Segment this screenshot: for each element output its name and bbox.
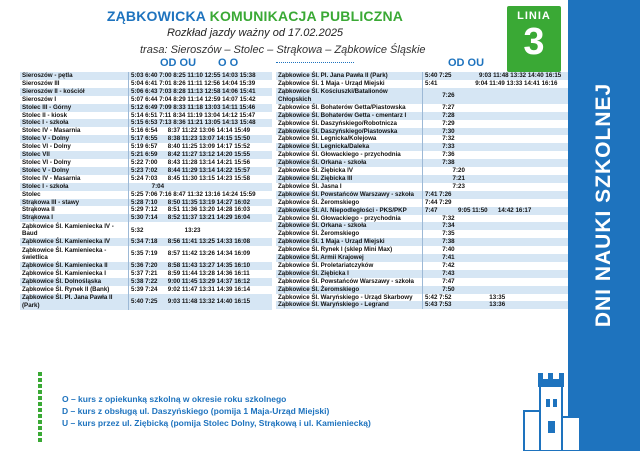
departure-times: 7:29 [423,120,569,128]
table-row [20,183,272,191]
table-row [20,191,272,199]
departure-times: 7:28 [423,112,569,120]
stop-name: Ząbkowice Śl. Powstańców Warszawy - szkoła [276,191,423,199]
table-row [276,278,568,286]
connector-line [276,62,354,64]
departure-times: 5:40 7:25 9:03 11:48 13:32 14:40 16:15 [129,294,273,310]
stop-name: Ząbkowice Śl. Głowackiego - przychodnia [276,151,423,159]
table-row [276,215,568,223]
table-row [20,286,272,294]
table-row [276,80,568,88]
departure-times: 7:40 [423,246,569,254]
stop-name: Ząbkowice Śl. Powstańców Warszawy - szkoła [276,278,423,286]
stop-name: Ząbkowice Śl. Rynek II (Bank) [20,286,129,294]
stop-name: Strąkowa I [20,214,129,222]
stop-name: Ząbkowice Śl. Bohaterów Getta - cmentarz I [276,112,423,120]
departure-times: 5:42 7:52 13:35 [423,294,569,302]
legend-item: O – kurs z opiekunką szkolną w okresie roku szkolnego [62,394,287,404]
stop-name: Ząbkowice Śl. Żeromskiego [276,230,423,238]
departure-times: 7:23 [423,183,569,191]
table-row [276,135,568,143]
title-part2: KOMUNIKACJA PUBLICZNA [209,8,404,24]
legend [62,393,371,429]
stop-name: Stolec V - Dolny [20,167,129,175]
departure-times: 5:35 7:19 8:57 11:42 13:26 14:34 16:09 [129,246,273,262]
departure-times: 5:28 7:10 8:50 11:35 13:19 14:27 16:02 [129,199,273,207]
departure-times: 5:22 7:00 8:43 11:28 13:14 14:21 15:56 [129,159,273,167]
legend-item: D – kurs z obsługą ul. Daszyńskiego (pomija 1 Maja-Urząd Miejski) [62,406,330,416]
departure-times: 7:33 [423,143,569,151]
stop-name: Ząbkowice Śl. Kamieniecka IV - Baud [20,222,129,238]
departure-times: 7:21 [423,175,569,183]
departure-times: 7:27 [423,104,569,112]
stop-name: Ząbkowice Śl. Orkana - szkoła [276,159,423,167]
stop-name: Stolec I - szkoła [20,183,129,191]
departure-times: 5:38 7:22 9:00 11:45 13:29 14:37 16:12 [129,278,273,286]
table-row [276,270,568,278]
table-row [20,222,272,238]
departure-times: 5:36 7:20 8:58 11:43 13:27 14:35 16:10 [129,262,273,270]
stop-name: Ząbkowice Śl. Daszyńskiego/Robotnicza [276,120,423,128]
stop-name: Sieroszów III [20,80,129,88]
stop-name: Stolec IV - Masarnia [20,127,129,135]
departure-times: 5:41 9:04 11:49 13:33 14:41 16:16 [423,80,569,88]
stop-name: Ząbkowice Śl. Waryńskiego - Urząd Skarbowy [276,294,423,302]
table-row [276,167,568,175]
departure-times: 7:34 [423,222,569,230]
table-row [20,88,272,96]
departure-times: 5:24 7:03 8:45 11:30 13:15 14:23 15:58 [129,175,273,183]
table-row [276,151,568,159]
departure-times: 5:16 6:54 8:37 11:22 13:06 14:14 15:49 [129,127,273,135]
table-row [20,96,272,104]
stop-name: Ząbkowice Śl. Waryńskiego - Legrand [276,301,423,309]
departure-times: 7:41 7:26 [423,191,569,199]
table-row [20,143,272,151]
table-row [20,246,272,262]
course-codes-left-1: OD OU [160,57,197,69]
line-badge-number: 3 [523,21,545,63]
table-row [20,119,272,127]
table-row [20,72,272,80]
departure-times: 5:17 6:55 8:38 11:23 13:07 14:15 15:50 [129,135,273,143]
stop-name: Stolec VII [20,151,129,159]
stop-name: Sieroszów - pętla [20,72,129,80]
stop-name: Stolec VI - Dolny [20,159,129,167]
table-row [20,278,272,286]
stop-name: Stolec [20,191,129,199]
table-row [276,262,568,270]
table-row [276,72,568,80]
departure-times: 7:44 7:29 [423,199,569,207]
table-row [20,199,272,207]
table-row [276,246,568,254]
table-row [276,238,568,246]
departure-times: 5:06 6:43 7:03 8:28 11:13 12:58 14:06 15:41 [129,88,273,96]
line-badge-label: LINIA [517,10,551,22]
table-row [20,167,272,175]
stop-name: Ząbkowice Śl. Kościuszki/Batalionów Chłopskich [276,88,423,104]
table-row [20,112,272,120]
departure-times: 5:07 6:44 7:04 8:29 11:14 12:59 14:07 15:42 [129,96,273,104]
stop-name: Stolec I - szkoła [20,119,129,127]
stop-name: Ząbkowice Śl. Kamieniecka II [20,262,129,270]
stop-name: Ząbkowice Śl. Kamieniecka - świetlica [20,246,129,262]
departure-times: 7:36 [423,151,569,159]
departure-times: 7:38 [423,159,569,167]
page-title [0,8,510,24]
departure-times: 5:21 6:59 8:42 11:27 13:12 14:20 15:55 [129,151,273,159]
table-row [276,175,568,183]
departure-times: 5:12 6:49 7:09 8:33 11:18 13:03 14:11 15:46 [129,104,273,112]
departure-times: 7:47 9:05 11:50 14:42 16:17 [423,207,569,215]
stop-name: Ząbkowice Śl. Daszyńskiego/Piastowska [276,128,423,136]
left-timetable [20,72,272,310]
table-row [276,159,568,167]
right-timetable [276,72,568,309]
table-row [276,183,568,191]
departure-times: 7:32 [423,135,569,143]
stop-name: Ząbkowice Śl. Pl. Jana Pawła II (Park) [276,72,423,80]
table-row [276,88,568,104]
stop-name: Strąkowa II [20,206,129,214]
legend-item: U – kurs przez ul. Ziębicką (pomija Stolec Dolny, Strąkową i ul. Kamieniecką) [62,418,371,428]
stop-name: Strąkowa III - stawy [20,199,129,207]
departure-times: 5:30 7:14 8:52 11:37 13:21 14:29 16:04 [129,214,273,222]
school-days-text: DNI NAUKI SZKOLNEJ [592,82,615,328]
table-row [276,230,568,238]
departure-times: 7:43 [423,270,569,278]
departure-times: 5:25 7:06 7:16 8:47 11:32 13:16 14:24 15:59 [129,191,273,199]
table-row [276,254,568,262]
stop-name: Ząbkowice Śl. Ziębicka IV [276,167,423,175]
departure-times: 5:32 13:23 [129,222,273,238]
departure-times: 7:30 [423,128,569,136]
stop-name: Ząbkowice Śl. Żeromskiego [276,286,423,294]
table-row [20,175,272,183]
departure-times: 7:35 [423,230,569,238]
table-row [20,238,272,246]
table-row [20,159,272,167]
departure-times: 5:19 6:57 8:40 11:25 13:09 14:17 15:52 [129,143,273,151]
table-row [20,270,272,278]
stop-name: Ząbkowice Śl. Głowackiego - przychodnia [276,215,423,223]
table-row [20,214,272,222]
departure-times: 7:50 [423,286,569,294]
stop-name: Ząbkowice Śl. Ziębicka I [276,270,423,278]
stop-name: Ząbkowice Śl. Ziębicka III [276,175,423,183]
stop-name: Ząbkowice Śl. Proletariatczyków [276,262,423,270]
route-description: trasa: Sieroszów – Stolec – Strąkowa – Ząbkowice Śląskie [140,44,426,56]
departure-times: 7:47 [423,278,569,286]
title-part1: ZĄBKOWICKA [106,8,206,24]
dotted-marker [38,370,44,451]
table-row [20,80,272,88]
table-row [20,127,272,135]
stop-name: Ząbkowice Śl. Pl. Jana Pawła II (Park) [20,294,129,310]
stop-name: Ząbkowice Śl. Legnicka/Kolejowa [276,135,423,143]
departure-times: 7:04 [129,183,273,191]
stop-name: Ząbkowice Śl. 1 Maja - Urząd Miejski [276,238,423,246]
table-row [276,301,568,309]
validity-subtitle: Rozkład jazdy ważny od 17.02.2025 [166,27,344,39]
departure-times: 5:34 7:18 8:56 11:41 13:25 14:33 16:08 [129,238,273,246]
departure-times: 5:14 6:51 7:11 8:34 11:19 13:04 14:12 15:47 [129,112,273,120]
stop-name: Ząbkowice Śl. Legnicka/Daleka [276,143,423,151]
stop-name: Ząbkowice Śl. Rynek I (sklep Mini Max) [276,246,423,254]
stop-name: Ząbkowice Śl. Armii Krajowej [276,254,423,262]
table-row [276,199,568,207]
line-badge [507,6,561,72]
stop-name: Ząbkowice Śl. Żeromskiego [276,199,423,207]
stop-name: Ząbkowice Śl. Al. Niepodległości - PKS/PKP [276,207,423,215]
stop-name: Stolec III - Górny [20,104,129,112]
departure-times: 7:42 [423,262,569,270]
departure-times: 5:43 7:53 13:36 [423,301,569,309]
departure-times: 5:29 7:12 8:51 11:36 13:20 14:28 16:03 [129,206,273,214]
table-row [276,286,568,294]
table-row [20,206,272,214]
table-row [20,294,272,310]
departure-times: 5:39 7:24 9:02 11:47 13:31 14:39 16:14 [129,286,273,294]
stop-name: Stolec II - kiosk [20,112,129,120]
departure-times: 7:41 [423,254,569,262]
table-row [276,104,568,112]
stop-name: Ząbkowice Śl. Bohaterów Getta/Piastowska [276,104,423,112]
table-row [276,143,568,151]
stop-name: Ząbkowice Śl. Kamieniecka IV [20,238,129,246]
table-row [20,151,272,159]
departure-times: 7:26 [423,88,569,104]
departure-times: 5:23 7:02 8:44 11:29 13:14 14:22 15:57 [129,167,273,175]
stop-name: Sieroszów II - kościół [20,88,129,96]
stop-name: Sieroszów I [20,96,129,104]
table-row [276,128,568,136]
table-row [276,222,568,230]
departure-times: 5:15 6:53 7:13 8:36 11:21 13:05 14:13 15:48 [129,119,273,127]
table-row [276,112,568,120]
stop-name: Ząbkowice Śl. Orkana - szkoła [276,222,423,230]
stop-name: Ząbkowice Śl. 1 Maja - Urząd Miejski [276,80,423,88]
course-codes-right: OD OU [448,57,485,69]
table-row [276,294,568,302]
stop-name: Stolec IV - Masarnia [20,175,129,183]
table-row [276,191,568,199]
departure-times: 5:37 7:21 8:59 11:44 13:28 14:36 16:11 [129,270,273,278]
departure-times: 5:03 6:40 7:00 8:25 11:10 12:55 14:03 15:38 [129,72,273,80]
departure-times: 7:32 [423,215,569,223]
table-row [276,207,568,215]
stop-name: Stolec VI - Dolny [20,143,129,151]
castle-icon [522,365,582,451]
departure-times: 7:38 [423,238,569,246]
stop-name: Ząbkowice Śl. Kamieniecka I [20,270,129,278]
course-codes-left-2: O O [218,57,239,69]
departure-times: 7:20 [423,167,569,175]
stop-name: Stolec V - Dolny [20,135,129,143]
table-row [20,104,272,112]
stop-name: Ząbkowice Śl. Dolnośląska [20,278,129,286]
departure-times: 5:04 6:41 7:01 8:26 11:11 12:56 14:04 15:39 [129,80,273,88]
table-row [276,120,568,128]
table-row [20,135,272,143]
departure-times: 5:40 7:25 9:03 11:48 13:32 14:40 16:15 [423,72,569,80]
table-row [20,262,272,270]
stop-name: Ząbkowice Śl. Jasna I [276,183,423,191]
